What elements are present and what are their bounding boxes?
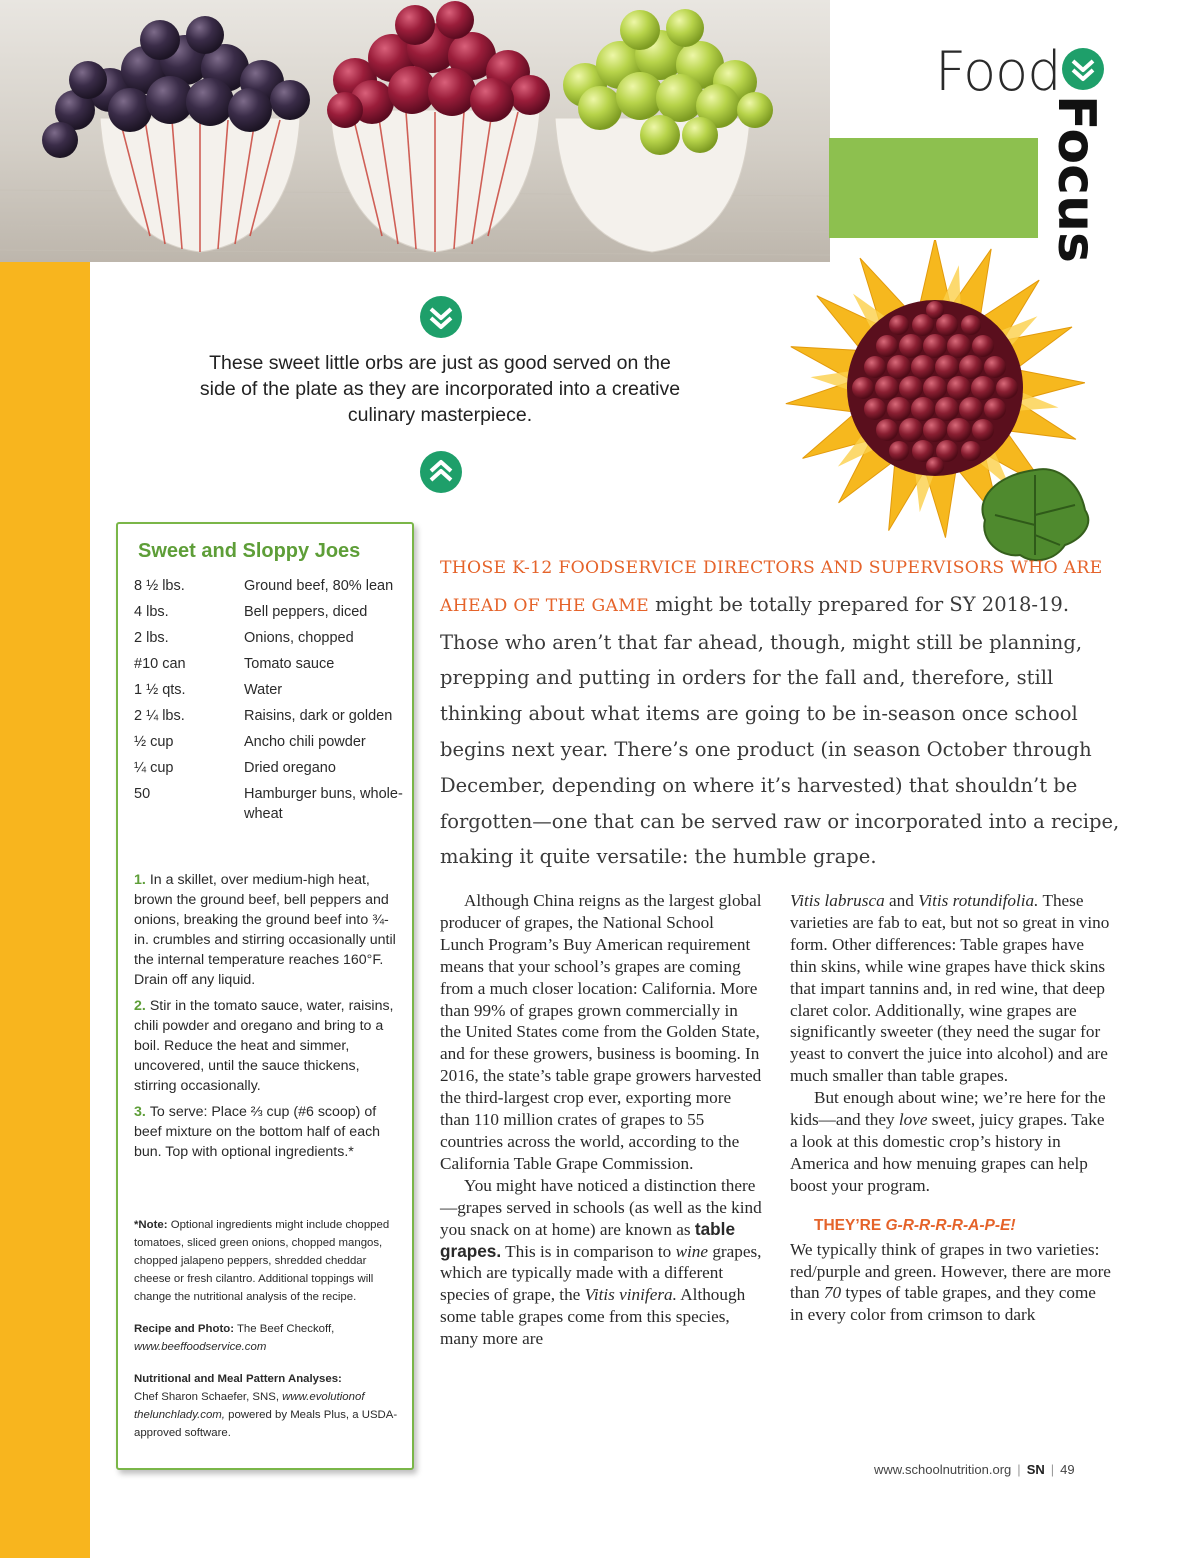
step-number: 2. bbox=[134, 998, 146, 1014]
para-text: sweet, juicy grapes. Take a look at this domestic crop’s history in America and how menuing grapes can help boost your program. bbox=[790, 1110, 1105, 1195]
step-number: 1. bbox=[134, 872, 146, 888]
ingredient-name: Tomato sauce bbox=[244, 656, 335, 672]
grape-bowls-illustration bbox=[0, 0, 830, 262]
para-italic: wine bbox=[675, 1241, 709, 1261]
ingredient-row bbox=[134, 758, 404, 778]
ingredient-qty: ½ cup bbox=[134, 734, 174, 750]
credit-url: www.beeffoodservice.com bbox=[134, 1341, 267, 1353]
recipe-credit bbox=[134, 1320, 400, 1356]
step-text: Stir in the tomato sauce, water, raisins, chili powder and oregano and bring to a boil. Reduce the heat and simmer, uncovered, until the sauce thickens, stirring occasionally. bbox=[134, 998, 394, 1094]
subhead-italic: G-R-R-R-R-A-P-E! bbox=[885, 1216, 1016, 1234]
para-text: You might have noticed a distinction there—grapes served in schools (as well as the kind you snack on at home) are known as bbox=[440, 1175, 762, 1239]
article-paragraph bbox=[440, 1175, 762, 1350]
subhead-text: THEY’RE bbox=[814, 1216, 886, 1234]
step-text: To serve: Place ⅔ cup (#6 scoop) of beef mixture on the bottom half of each bun. Top with optional ingredients.* bbox=[134, 1104, 381, 1160]
recipe-step bbox=[134, 1102, 400, 1162]
recipe-sidebar bbox=[116, 522, 414, 1470]
article-lede bbox=[440, 549, 1120, 875]
ingredient-name: Raisins, dark or golden bbox=[244, 708, 393, 724]
ingredient-row bbox=[134, 784, 404, 824]
note-label: *Note: bbox=[134, 1219, 168, 1231]
article-column-right bbox=[790, 890, 1112, 1326]
note-text: Optional ingredients might include chopped tomatoes, sliced green onions, chopped mangos, chopped jalapeno peppers, shredded cheddar cheese or fresh cilantro. Additional toppings will change the nutritional analysis of the recipe. bbox=[134, 1219, 390, 1303]
hero-grapes-photo bbox=[0, 0, 830, 262]
page-footer bbox=[874, 1462, 1075, 1477]
page-number: 49 bbox=[1060, 1462, 1075, 1477]
ingredient-qty: 2 ¼ lbs. bbox=[134, 708, 185, 724]
para-text: We typically think of grapes in two varieties: red/purple and green. However, there are more than bbox=[790, 1239, 1111, 1303]
ingredient-row bbox=[134, 654, 404, 674]
ingredient-name: Ground beef, 80% lean bbox=[244, 578, 394, 594]
para-text: These varieties are fab to eat, but not so great in vino form. Other differences: Table grapes have thin skins, while wine grapes have thick skins that impart tannins and, in red wine, that deep claret color. Additionally, wine grapes are significantly sweeter (they need the sugar for yeast to convert the juice into alcohol) and are much smaller than table grapes. bbox=[790, 891, 1110, 1086]
ingredient-qty: #10 can bbox=[134, 656, 186, 672]
chevron-up-icon bbox=[419, 450, 463, 494]
lede-text: might be totally prepared for SY 2018-19. Those who aren’t that far ahead, though, might still be planning, prepping and putting in orders for the fall and, therefore, still thinking about what items are going to be in-season once school begins next year. There’s one product (in season October through December, depending on where it’s harvested) that shouldn’t be forgotten—one that can be served raw or incorporated into a recipe, making it quite versatile: the humble grape. bbox=[440, 592, 1120, 869]
footer-separator: | bbox=[1017, 1462, 1021, 1477]
lede-caps: THOSE K-12 FOODSERVICE DIRECTORS AND SUPERVISORS WHO ARE AHEAD OF THE GAME bbox=[440, 558, 1103, 616]
ingredient-name: Dried oregano bbox=[244, 760, 336, 776]
ingredient-name: Bell peppers, diced bbox=[244, 604, 368, 620]
article-paragraph: Although China reigns as the largest global producer of grapes, the National School Lunch Program’s Buy American requirement means that your school’s grapes are coming from a much closer location: California. More than 99% of grapes grown commercially in the United States come from the Golden State, and for these growers, business is booming. In 2016, the state’s table grape growers harvested the third-largest crop ever, exporting more than 110 million crates of grapes to 55 countries across the world, according to the California Table Grape Commission. bbox=[440, 891, 762, 1173]
recipe-step bbox=[134, 870, 400, 990]
para-italic: Vitis vinifera. bbox=[584, 1285, 677, 1305]
footer-brand: SN bbox=[1026, 1462, 1045, 1477]
para-text: But enough about wine; we’re here for the kids—and they bbox=[790, 1088, 1106, 1130]
para-italic: love bbox=[898, 1110, 928, 1130]
para-text: Although some table grapes come from this species, many more are bbox=[440, 1285, 746, 1349]
article-column-left bbox=[440, 890, 762, 1350]
ingredient-qty: 2 lbs. bbox=[134, 630, 169, 646]
recipe-notes bbox=[134, 1216, 400, 1456]
para-italic: Vitis labrusca bbox=[790, 891, 885, 910]
ingredient-name: Ancho chili powder bbox=[244, 734, 366, 750]
para-italic: 70 bbox=[823, 1283, 842, 1303]
optional-note bbox=[134, 1216, 400, 1306]
ingredient-qty: 1 ½ qts. bbox=[134, 682, 186, 698]
ingredient-row bbox=[134, 576, 404, 596]
step-text: In a skillet, over medium-high heat, brown the ground beef, bell peppers and onions, breaking the ground beef into ¾-in. crumbles and stirring occasionally until the internal temperature reaches 160°F. Drain off any liquid. bbox=[134, 872, 396, 988]
footer-separator: | bbox=[1050, 1462, 1055, 1477]
para-bold: table grapes. bbox=[440, 1218, 736, 1261]
grape-leaf bbox=[982, 469, 1088, 560]
para-text: and bbox=[884, 891, 919, 910]
yellow-side-strip bbox=[0, 262, 90, 1558]
section-title-focus: Focus bbox=[1046, 95, 1106, 263]
ingredient-name: Water bbox=[244, 682, 283, 698]
ingredient-row bbox=[134, 602, 404, 622]
article-subhead bbox=[790, 1215, 1112, 1237]
analysis-url: www.evolutionof thelunchlady.com, bbox=[134, 1391, 365, 1421]
para-text: types of table grapes, and they come in every color from crimson to dark bbox=[790, 1283, 1096, 1325]
recipe-step bbox=[134, 996, 400, 1096]
step-number: 3. bbox=[134, 1104, 146, 1120]
para-text: This is in comparison to bbox=[501, 1241, 676, 1261]
chevron-down-icon bbox=[1060, 46, 1106, 92]
intro-caption: These sweet little orbs are just as good served on the side of the plate as they are incorporated into a creative culinary masterpiece. bbox=[199, 352, 681, 426]
article-paragraph bbox=[790, 890, 1112, 1087]
ingredient-row bbox=[134, 628, 404, 648]
ingredient-qty: 50 bbox=[134, 786, 151, 802]
ingredient-qty: 8 ½ lbs. bbox=[134, 578, 185, 594]
analysis-credit bbox=[134, 1370, 400, 1442]
credit-label: Recipe and Photo: bbox=[134, 1323, 234, 1335]
analysis-text: Chef Sharon Schaefer, SNS, bbox=[134, 1391, 279, 1403]
grape-sunflower-photo bbox=[735, 240, 1135, 570]
ingredient-row bbox=[134, 680, 404, 700]
analysis-text-2: powered by Meals Plus, a USDA-approved software. bbox=[134, 1409, 398, 1439]
ingredient-row bbox=[134, 706, 404, 726]
ingredient-name: Hamburger buns, whole-wheat bbox=[244, 786, 403, 822]
article-paragraph bbox=[790, 1239, 1112, 1327]
recipe-steps bbox=[134, 870, 400, 1168]
credit-text: The Beef Checkoff, bbox=[236, 1323, 335, 1335]
ingredient-qty: 4 lbs. bbox=[134, 604, 169, 620]
section-title-food: Food bbox=[935, 40, 1061, 103]
ingredient-list bbox=[134, 576, 404, 830]
analysis-label: Nutritional and Meal Pattern Analyses: bbox=[134, 1373, 342, 1385]
footer-url[interactable]: www.schoolnutrition.org bbox=[874, 1462, 1012, 1477]
para-text: grapes, which are typically made with a different species of grape, the bbox=[440, 1241, 762, 1305]
article-paragraph bbox=[790, 1087, 1112, 1197]
para-italic: Vitis rotundifolia. bbox=[918, 891, 1039, 910]
recipe-title: Sweet and Sloppy Joes bbox=[138, 540, 361, 562]
ingredient-name: Onions, chopped bbox=[244, 630, 354, 646]
ingredient-qty: ¼ cup bbox=[134, 760, 174, 776]
ingredient-row bbox=[134, 732, 404, 752]
chevron-down-icon bbox=[419, 295, 463, 339]
